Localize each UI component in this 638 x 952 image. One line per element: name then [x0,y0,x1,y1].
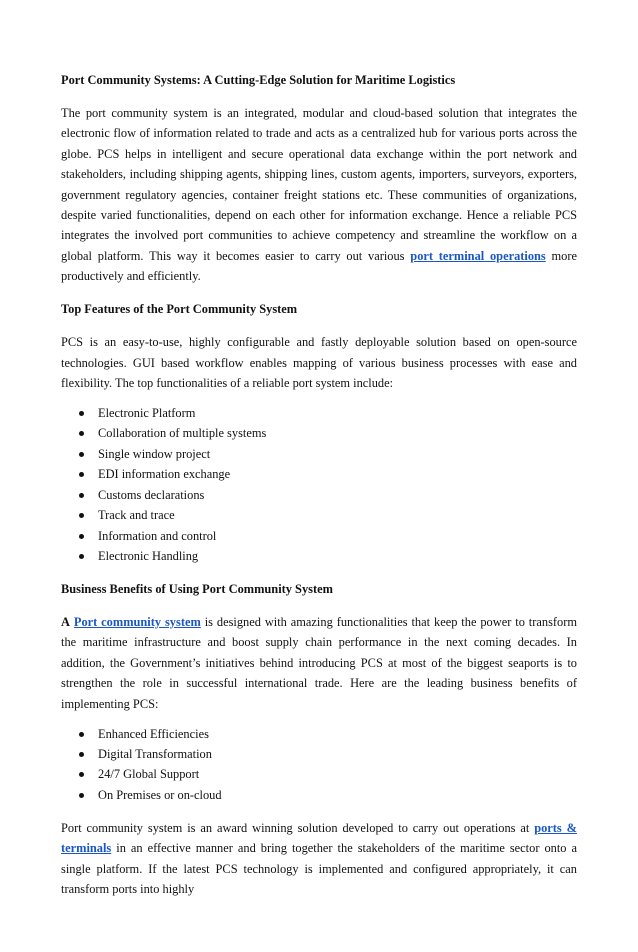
benefits-heading: Business Benefits of Using Port Community System [61,581,333,596]
list-item: On Premises or on-cloud [61,785,577,805]
closing-paragraph [61,818,577,900]
features-list [61,403,577,566]
port-terminal-operations-link[interactable]: port terminal operations [410,248,546,263]
port-community-system-link[interactable]: Port community system [73,614,201,629]
list-item: Customs declarations [61,485,577,505]
intro-text-end: more productively and efficiently. [61,248,577,284]
closing-text: Port community system is an award winning solution developed to carry out operations at [61,820,535,835]
list-item: Digital Transformation [61,744,577,764]
features-paragraph: PCS is an easy-to-use, highly configurable and fastly deployable solution based on open-source technologies. GUI based workflow enables mapping of various business processes with ease and flexibility. The top functionalities of a reliable port system include: [61,335,577,391]
features-heading: Top Features of the Port Community System [61,302,298,317]
list-item: EDI information exchange [61,464,577,484]
ports-terminals-link[interactable]: ports & terminals [61,820,577,856]
intro-paragraph [61,103,577,287]
list-item: Track and trace [61,505,577,525]
list-item: Information and control [61,526,577,546]
list-item: Electronic Platform [61,403,577,423]
list-item: 24/7 Global Support [61,764,577,784]
list-item: Electronic Handling [61,546,577,566]
closing-text-end: in an effective manner and bring together the stakeholders of the maritime sector onto a single platform. If the latest PCS technology is implemented and configured appropriately, it can transform ports into highly [61,841,577,896]
page-title: Port Community Systems: A Cutting-Edge Solution for Maritime Logistics [61,73,456,87]
benefits-lead: A [61,614,70,629]
benefits-paragraph [61,612,577,714]
list-item: Enhanced Efficiencies [61,724,577,744]
benefits-list [61,724,577,806]
intro-text: The port community system is an integrated, modular and cloud-based solution that integrates the electronic flow of information related to trade and acts as a centralized hub for various ports across the globe. PCS helps in intelligent and secure operational data exchange within the port network and stakeholders, including shipping agents, shipping lines, custom agents, importers, surveyors, exporters, government regulatory agencies, container freight stations etc. These communities of organizations, despite varied functionalities, depend on each other for information exchange. Hence a reliable PCS integrates the involved port communities to achieve competency and streamline the workflow on a global platform. This way it becomes easier to carry out various [61,106,577,263]
benefits-text: is designed with amazing functionalities that keep the power to transform the maritime infrastructure and boost supply chain performance in the next coming decades. In addition, the Government’s initiatives behind introducing PCS at most of the biggest seaports is to strengthen the role in successful international trade. Here are the leading business benefits of implementing PCS: [61,614,577,711]
list-item: Collaboration of multiple systems [61,423,577,443]
list-item: Single window project [61,444,577,464]
